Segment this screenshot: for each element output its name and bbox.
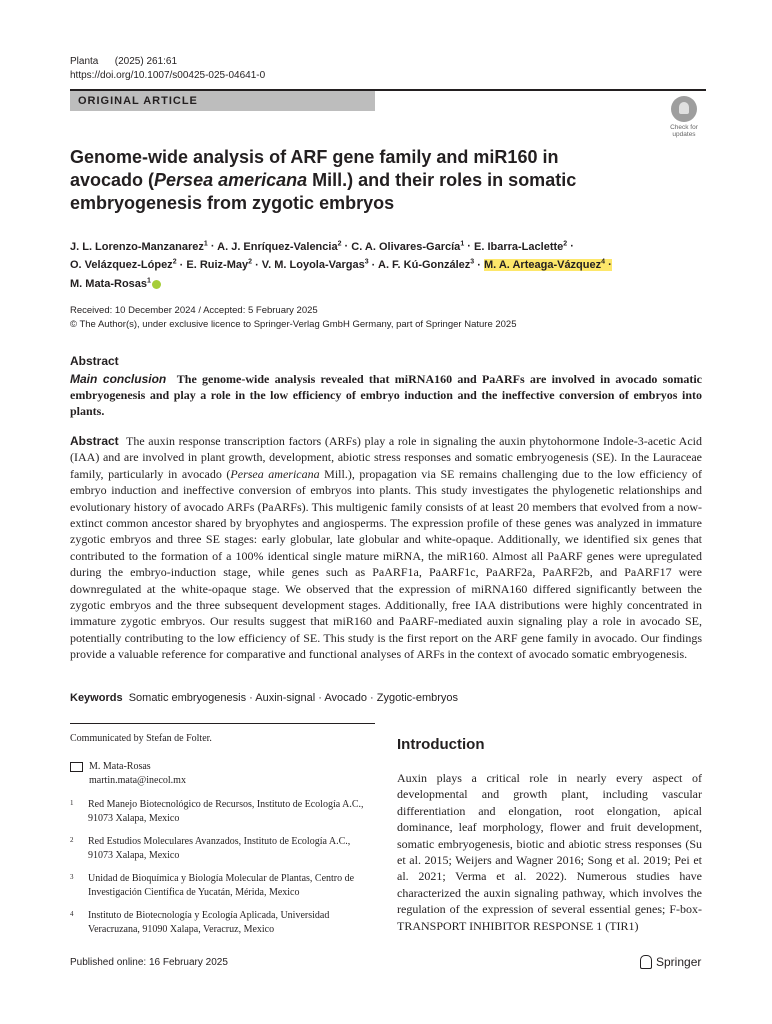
abstract-species: Persea americana <box>230 466 320 481</box>
check-updates-label: Check for updates <box>670 124 698 138</box>
publisher-logo <box>640 955 701 969</box>
publisher-name: Springer <box>656 955 702 969</box>
main-conclusion-label: Main conclusion <box>70 372 167 386</box>
check-updates-icon <box>671 96 697 122</box>
author-highlighted[interactable]: M. A. Arteaga-Vázquez$^4$ · <box>483 258 612 272</box>
corresponding-name: M. Mata-Rosas <box>89 761 151 772</box>
mail-icon <box>70 762 83 772</box>
author[interactable]: C. A. Olivares-García$^1$ <box>351 240 465 253</box>
introduction-text: Auxin plays a critical role in nearly every aspect of developmental and growth plant, including vascular differentiation and elongation, root elongation, apical dominance, leaf morphology, flower and fruit development, somatic embryogenesis, biotic and abiotic stress responses (Su et al. 2015; Weijers and Wagner 2016; Song et al. 2019; Pei et al. 2021; Verma et al. 2022). Numerous studies have characterized the auxin signaling pathway, which involves the regulation of the expression of several essential genes; F-box- TRANSPORT INHIBITOR RESPONSE 1 (TIR1) <box>397 771 702 933</box>
abstract-body <box>70 433 702 663</box>
published-online: Published online: 16 February 2025 <box>70 957 228 968</box>
journal-name: Planta <box>70 56 99 67</box>
introduction-heading: Introduction <box>397 736 485 753</box>
author[interactable]: A. F. Kú-González$^3$ <box>378 258 475 272</box>
article-title <box>70 146 630 215</box>
keywords-text: Somatic embryogenesis · Auxin-signal · Avocado · Zygotic-embryos <box>128 692 459 704</box>
author[interactable]: E. Ruiz-May$^2$ <box>186 258 253 272</box>
journal-header <box>70 55 265 83</box>
footnote-rule <box>70 723 375 724</box>
article-dates <box>70 304 517 332</box>
author[interactable]: E. Ibarra-Laclette$^2$ <box>474 240 568 253</box>
affiliations <box>70 798 375 946</box>
abstract-text-1: The auxin response transcription factors (ARFs) play a role in signaling the auxin phytohormone Indole-3-acetic Acid (IAA) and are involved in plant growth, development, abiotic stress responses and somatic embryogenesis (SE). In the Lauraceae family, particularly in avocado ( <box>70 434 702 481</box>
keywords-label: Keywords <box>70 692 123 704</box>
abstract-heading: Abstract <box>70 354 119 368</box>
title-part1: Genome-wide analysis of ARF gene family and miR160 in avocado ( <box>70 147 559 190</box>
affiliation: 3 Unidad de Bioquímica y Biología Molecular de Plantas, Centro de Investigación Científica de Yucatán, Mérida, Mexico <box>70 873 355 898</box>
check-for-updates[interactable] <box>664 96 704 138</box>
author-list: J. L. Lorenzo-Manzanarez$^1$ · A. J. Enríquez-Valencia$^2$ · C. A. Olivares-García$^1$ · E. Ibarra-Laclette$^2$ · O. Velázquez-López$^2$ · E. Ruiz-May$^2$ · V. M. Loyola-Vargas$^3$ · A. F. Kú-González$^3$ · M. A. Arteaga-Vázquez$^4$ · M. Mata-Rosas$^1$ <box>70 240 612 290</box>
affiliation: 2 Red Estudios Moleculares Avanzados, Instituto de Ecología A.C., 91073 Xalapa, Mexico <box>70 836 351 861</box>
article-type-banner: ORIGINAL ARTICLE <box>70 91 375 111</box>
author[interactable]: M. Mata-Rosas$^1$ <box>70 277 151 290</box>
communicated-by: Communicated by Stefan de Folter. <box>70 733 212 744</box>
main-conclusion <box>70 371 702 419</box>
title-species: Persea americana <box>154 170 308 190</box>
orcid-icon[interactable] <box>152 280 161 289</box>
affiliation: 1 Red Manejo Biotecnológico de Recursos, Instituto de Ecología A.C., 91073 Xalapa, Mexico <box>70 799 364 824</box>
affiliation: 4 Instituto de Biotecnología y Ecología Aplicada, Universidad Veracruzana, 91090 Xalapa, Veracruz, Mexico <box>70 910 330 935</box>
author[interactable]: J. L. Lorenzo-Manzanarez$^1$ <box>70 240 208 253</box>
copyright-line: © The Author(s), under exclusive licence to Springer-Verlag GmbH Germany, part of Springer Nature 2025 <box>70 319 517 330</box>
corresponding-email[interactable]: martin.mata@inecol.mx <box>89 775 186 786</box>
journal-citation: (2025) 261:61 <box>114 56 178 67</box>
doi-link[interactable]: https://doi.org/10.1007/s00425-025-04641-0 <box>70 70 266 81</box>
keywords <box>70 692 458 704</box>
abstract-label: Abstract <box>70 434 119 448</box>
received-accepted: Received: 10 December 2024 / Accepted: 5 February 2025 <box>70 305 318 316</box>
abstract-text-2: Mill.), propagation via SE remains challenging due to the low efficiency of embryo induction and ineffective conversion of embryos into plants. This study investigates the phylogenetic relationships and evolutionary history of avocado ARFs (PaARFs). This multigenic family consists of at least 20 members that evolved from a now-extinct common ancestor shared by bryophytes and angiosperms. The expression profile of these genes was analyzed in immature zygotic embryos and three SE stages: early globular, late globular and white-opaque. Additionally, we identified six genes that contributed to the formation of a 100% identical single mature miRNA, the miR160. Almost all PaARF genes were upregulated during the embryo-induction stage, while genes such as PaARF1a, PaARF1c, PaARF2a, PaARF2b, and PaARF17 were downregulated at the white-opaque stage. We observed that the expression of miRNA160 differed significantly between the zygotic embryos and the three subsequent development stages. Additionally, free IAA distributions were highly concentrated in immature zygotic embryos. Our results suggest that miR160 and PaARF-mediated auxin signaling play a role in avocado SE, potentially contributing to the low efficiency of SE. This study is the first report on the ARF gene family in avocado. Our findings provide a valuable reference for comparative and functional analyses of ARFs in the context of avocado somatic embryogenesis. <box>70 466 702 662</box>
corresponding-author <box>70 760 375 788</box>
main-conclusion-text: The genome-wide analysis revealed that miRNA160 and PaARFs are involved in avocado somatic embryogenesis and play a role in the low efficiency of embryo induction and the ineffective conversion of embryos into plants. <box>70 372 703 418</box>
author[interactable]: O. Velázquez-López$^2$ <box>70 258 177 272</box>
author[interactable]: A. J. Enríquez-Valencia$^2$ <box>217 240 342 253</box>
author[interactable]: V. M. Loyola-Vargas$^3$ <box>261 258 369 272</box>
title-part2: Mill.) and their roles in somatic embryogenesis from zygotic embryos <box>70 170 577 213</box>
springer-horse-icon <box>640 955 652 969</box>
